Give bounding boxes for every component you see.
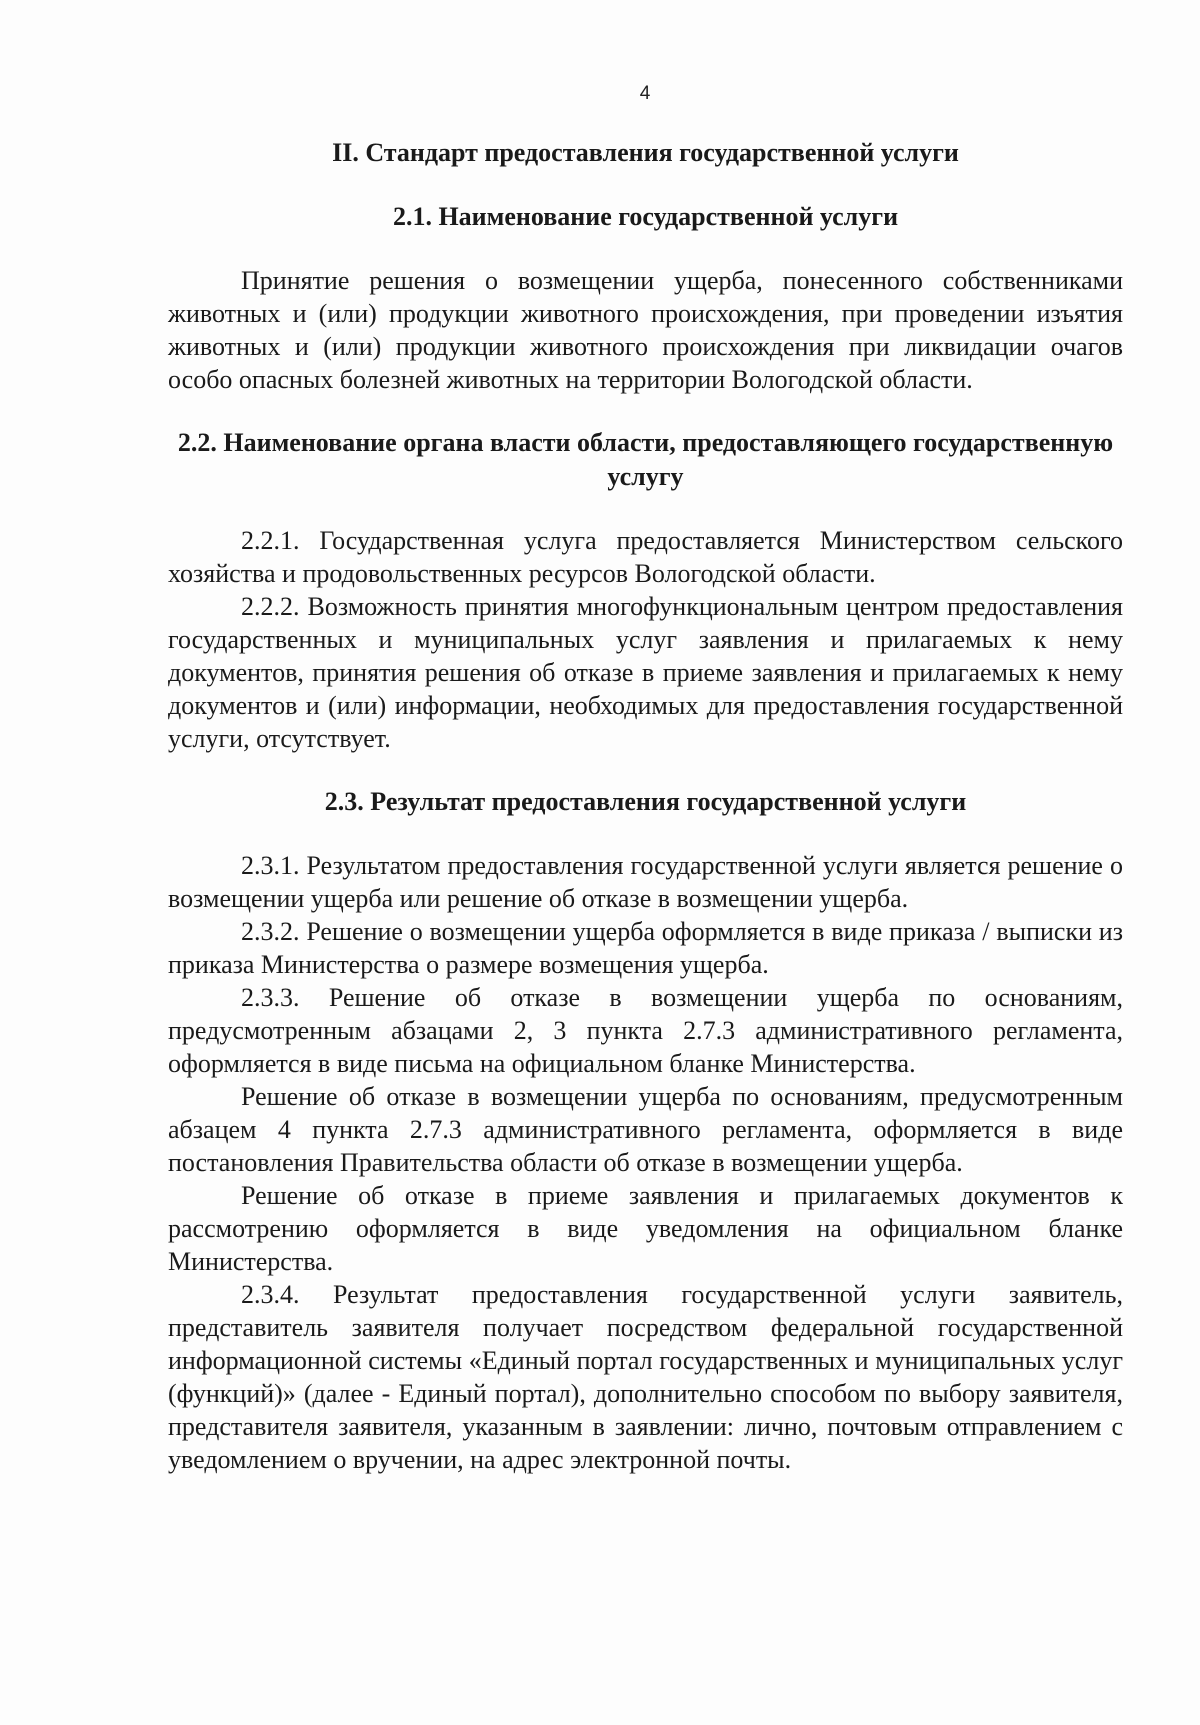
- paragraph: 2.2.1. Государственная услуга предоставляется Министерством сельского хозяйства и продовольственных ресурсов Вологодской области.: [168, 526, 1123, 588]
- section-2-3: [168, 785, 1123, 1476]
- paragraph: Решение об отказе в приеме заявления и прилагаемых документов к рассмотрению оформляется в виде уведомления на официальном бланке Министерства.: [168, 1181, 1123, 1276]
- section-title: 2.2. Наименование органа власти области, предоставляющего государственную услугу: [177, 428, 1114, 491]
- paragraph: Решение об отказе в возмещении ущерба по основаниям, предусмотренным абзацем 4 пункта 2.7.3 административного регламента, оформляется в виде постановления Правительства области об отказе в возмещении ущерба.: [168, 1082, 1123, 1177]
- page-number: 4: [639, 83, 651, 104]
- document-body: [168, 136, 1123, 1476]
- paragraph: 2.3.1. Результатом предоставления государственной услуги является решение о возмещении ущерба или решение об отказе в возмещении ущерба.: [168, 851, 1123, 913]
- paragraph: Принятие решения о возмещении ущерба, понесенного собственниками животных и (или) продукции животного происхождения, при проведении изъятия животных и (или) продукции животного происхождения при ликвидации очагов особо опасных болезней животных на территории Вологодской области.: [168, 266, 1123, 394]
- paragraph: 2.3.3. Решение об отказе в возмещении ущерба по основаниям, предусмотренным абзацами 2, 3 пункта 2.7.3 административного регламента, оформляется в виде письма на официальном бланке Министерства.: [168, 983, 1123, 1078]
- paragraph: 2.2.2. Возможность принятия многофункциональным центром предоставления государственных и муниципальных услуг заявления и прилагаемых к нему документов, принятия решения об отказе в приеме заявления и прилагаемых к нему документов и (или) информации, необходимых для предоставления государственной услуги, отсутствует.: [168, 592, 1123, 753]
- section-title: 2.3. Результат предоставления государственной услуги: [324, 787, 967, 816]
- section-2-1: [168, 200, 1123, 396]
- section-title: 2.1. Наименование государственной услуги: [392, 202, 899, 231]
- section-spacer: [168, 396, 1123, 426]
- chapter-heading: II. Стандарт предоставления государственной услуги: [332, 138, 959, 167]
- paragraph: 2.3.2. Решение о возмещении ущерба оформляется в виде приказа / выписки из приказа Министерства о размере возмещения ущерба.: [168, 917, 1123, 979]
- paragraph: 2.3.4. Результат предоставления государственной услуги заявитель, представитель заявителя получает посредством федеральной государственной информационной системы «Единый портал государственных и муниципальных услуг (функций)» (далее - Единый портал), дополнительно способом по выбору заявителя, представителя заявителя, указанным в заявлении: лично, почтовым отправлением с уведомлением о вручении, на адрес электронной почты.: [168, 1280, 1123, 1474]
- section-2-2: [168, 426, 1123, 755]
- section-spacer: [168, 755, 1123, 785]
